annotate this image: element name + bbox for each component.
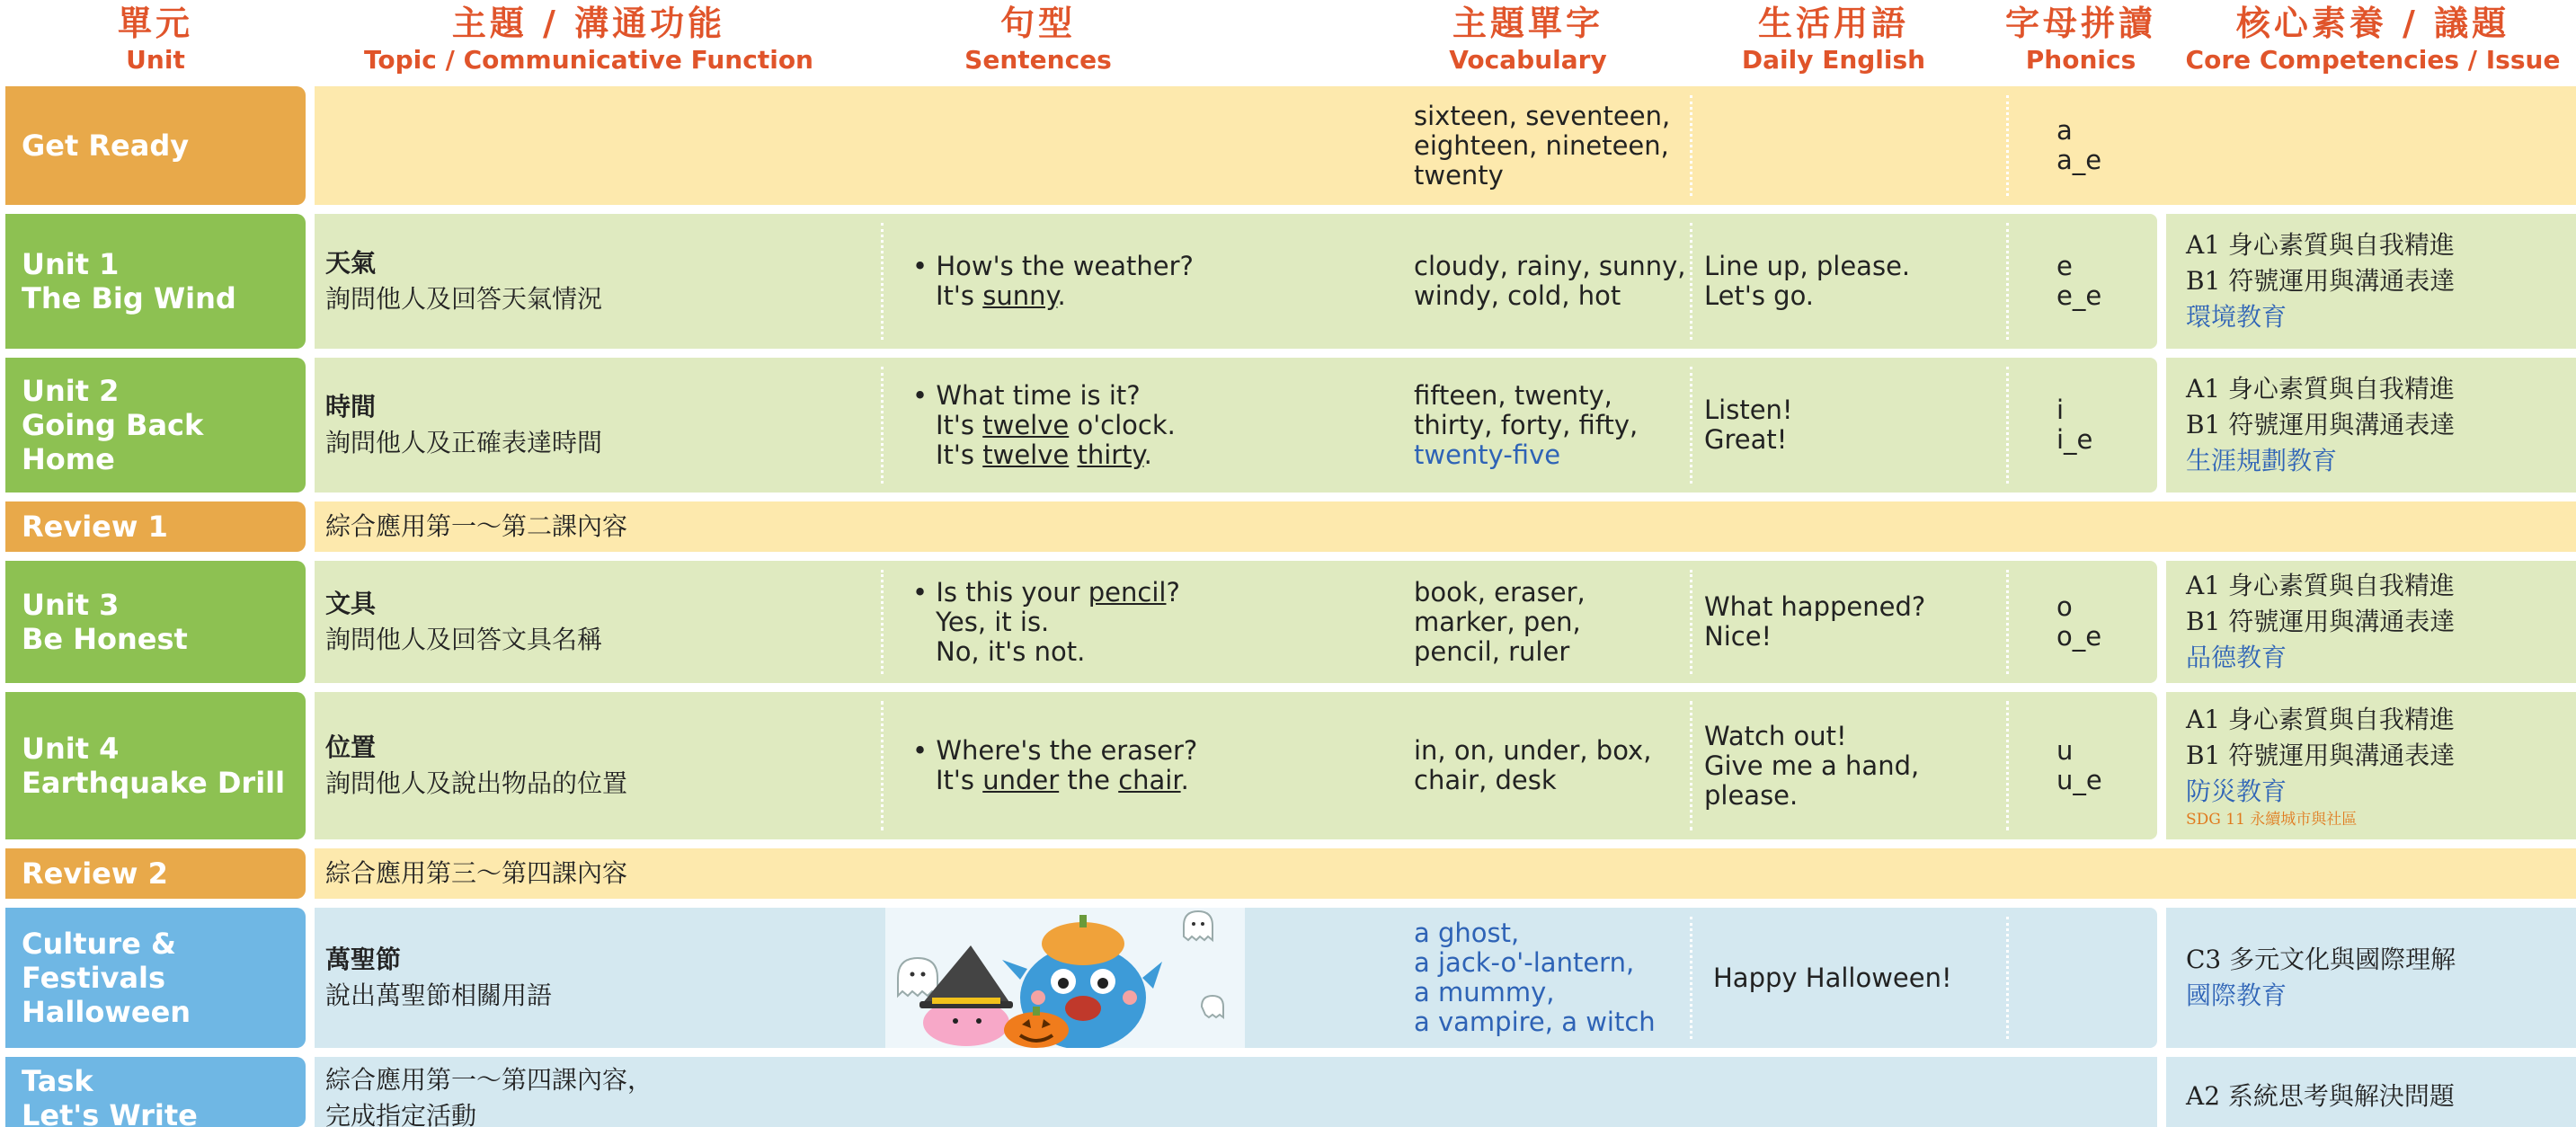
header-unit: [5, 0, 306, 83]
phonics-cell: [2056, 358, 2155, 493]
text: .: [1143, 439, 1152, 470]
halloween-characters-image: [885, 908, 1245, 1048]
topic-function: 詢問他人及說出物品的位置: [325, 768, 628, 798]
unit-title: Review 2: [22, 856, 168, 891]
review-text: [325, 501, 1404, 552]
header-phonics-zh: 字母拼讀: [2004, 3, 2156, 43]
vocab-line: twenty-five: [1414, 439, 1561, 470]
unit-cell-review-1: [5, 501, 306, 552]
sentence-answer: [912, 440, 1398, 470]
sentence-cell: [912, 561, 1398, 683]
phonics-cell: [2056, 214, 2155, 349]
topic-cell: [325, 692, 865, 839]
daily-line: Listen!: [1704, 395, 1793, 425]
phonics-line: u_e: [2056, 765, 2102, 795]
divider: [2006, 917, 2009, 1039]
unit-cell-task: [5, 1057, 306, 1127]
vocab-line: a jack-o'-lantern,: [1414, 947, 1635, 978]
core-line: B1 符號運用與溝通表達: [2186, 410, 2456, 439]
sentence-cell: [912, 692, 1398, 839]
unit-cell-unit-4: [5, 692, 306, 839]
row-review-1: [0, 501, 2576, 552]
text: • Is this your: [912, 576, 1088, 608]
unit-title: Review 1: [22, 510, 168, 544]
vocab-cell: [1414, 908, 1692, 1048]
divider: [2006, 701, 2009, 830]
underlined-word: under: [982, 765, 1060, 795]
divider: [2006, 95, 2009, 196]
unit-number: Unit 1: [22, 247, 120, 281]
topic-function: 詢問他人及回答文具名稱: [325, 625, 603, 654]
sentence-question: • How's the weather?: [912, 251, 1194, 281]
phonics-line: a_e: [2056, 145, 2102, 175]
underlined-word: twelve: [982, 409, 1070, 440]
text: It's: [936, 409, 983, 440]
header-sentences-en: Sentences: [964, 45, 1112, 75]
phonics-cell: [2056, 561, 2155, 683]
text: o'clock.: [1069, 409, 1176, 440]
divider: [1690, 917, 1692, 1039]
topic-title: 文具: [325, 589, 377, 618]
unit-title: Earthquake Drill: [22, 766, 286, 800]
underlined-word: chair: [1118, 765, 1181, 795]
underlined-word: sunny: [982, 280, 1058, 311]
core-line: A1 身心素質與自我精進: [2186, 374, 2455, 404]
text: It's: [936, 765, 983, 795]
unit-cell-culture: [5, 908, 306, 1048]
daily-cell: [1704, 692, 2010, 839]
header-vocabulary: [1402, 0, 1654, 83]
divider: [881, 223, 884, 340]
daily-cell: [1704, 358, 2001, 493]
unit-cell-unit-3: [5, 561, 306, 683]
phonics-line: u: [2056, 735, 2074, 766]
vocab-cell: [1414, 692, 1692, 839]
text: ?: [1166, 576, 1180, 608]
vocab-line: eighteen, nineteen,: [1414, 129, 1669, 161]
vocab-line: a vampire, a witch: [1414, 1007, 1656, 1037]
row-task: [0, 1057, 2576, 1127]
sentence-question: [912, 578, 1398, 608]
header-topic-zh: 主題 / 溝通功能: [451, 3, 726, 43]
core-line: B1 符號運用與溝通表達: [2186, 266, 2456, 296]
text: .: [1180, 765, 1189, 795]
vocab-cell: [1414, 561, 1692, 683]
core-cell: [2186, 358, 2572, 493]
text: the: [1059, 765, 1119, 795]
topic-function: 說出萬聖節相關用語: [325, 981, 553, 1010]
unit-title: Halloween: [22, 995, 191, 1029]
header-vocabulary-en: Vocabulary: [1449, 45, 1607, 75]
header-sentences-zh: 句型: [999, 3, 1076, 43]
sentence-question: • What time is it?: [912, 379, 1141, 411]
review-line: 綜合應用第一～第二課內容: [325, 511, 628, 541]
header-core-en: Core Competencies / Issue: [2185, 45, 2561, 75]
vocab-line: fifteen, twenty,: [1414, 379, 1612, 411]
topic-title: 天氣: [325, 248, 377, 278]
divider: [881, 367, 884, 484]
core-cell: [2186, 908, 2572, 1048]
divider: [1690, 570, 1692, 674]
vocab-line: pencil, ruler: [1414, 635, 1570, 667]
topic-cell: [325, 1057, 1044, 1127]
sentence-question: • Where's the eraser?: [912, 735, 1198, 766]
vocab-line: a ghost,: [1414, 918, 1520, 948]
unit-number: Unit 3: [22, 588, 120, 622]
header-daily: [1690, 0, 1977, 83]
sentence-cell: [912, 358, 1398, 493]
daily-line: Line up, please.: [1704, 251, 1911, 281]
text: It's: [936, 439, 983, 470]
row-unit-1: [0, 214, 2576, 349]
phonics-line: e: [2056, 251, 2073, 281]
core-line: A2 系統思考與解決問題: [2186, 1081, 2455, 1111]
core-line: B1 符號運用與溝通表達: [2186, 741, 2456, 770]
review-line: 綜合應用第三～第四課內容: [325, 858, 628, 888]
topic-title: 位置: [325, 732, 377, 762]
core-line: B1 符號運用與溝通表達: [2186, 607, 2456, 636]
header-unit-en: Unit: [126, 45, 185, 75]
sentence-answer: [912, 411, 1398, 440]
core-cell: [2186, 1057, 2572, 1127]
core-line: A1 身心素質與自我精進: [2186, 705, 2455, 734]
unit-cell-get-ready: [5, 86, 306, 205]
text: .: [1057, 280, 1066, 311]
daily-line: Great!: [1704, 424, 1788, 455]
underlined-word: thirty: [1077, 439, 1144, 470]
phonics-cell: [2056, 692, 2155, 839]
topic-line: 完成指定活動: [325, 1101, 477, 1127]
unit-title: Going Back Home: [22, 408, 204, 476]
daily-cell: [1704, 561, 2001, 683]
sdg-line: SDG 11 永續城市與社區: [2186, 811, 2358, 829]
header-unit-zh: 單元: [117, 3, 193, 43]
divider: [1690, 223, 1692, 340]
topic-cell: [325, 561, 865, 683]
phonics-line: e_e: [2056, 280, 2102, 311]
row-get-ready: [0, 86, 2576, 205]
core-cell: [2186, 561, 2572, 683]
phonics-line: i_e: [2056, 424, 2093, 455]
unit-number: Culture & Festivals: [22, 927, 176, 995]
issue-line: 環境教育: [2186, 302, 2287, 332]
divider: [1690, 95, 1692, 196]
daily-line: What happened?: [1704, 591, 1926, 622]
phonics-line: o: [2056, 591, 2073, 622]
header-topic: [315, 0, 863, 83]
core-cell: [2186, 214, 2572, 349]
daily-line: Happy Halloween!: [1713, 962, 1952, 993]
row-unit-2: [0, 358, 2576, 493]
header-core: [2175, 0, 2571, 83]
daily-line: Let's go.: [1704, 280, 1815, 311]
unit-cell-unit-1: [5, 214, 306, 349]
core-line: A1 身心素質與自我精進: [2186, 571, 2455, 600]
topic-title: 時間: [325, 392, 377, 422]
divider: [2006, 570, 2009, 674]
topic-cell: [325, 358, 865, 493]
divider: [2006, 367, 2009, 484]
header-daily-zh: 生活用語: [1757, 3, 1909, 43]
topic-cell: [325, 908, 865, 1048]
daily-line: Give me a hand, please.: [1704, 750, 1920, 811]
vocab-line: cloudy, rainy, sunny,: [1414, 251, 1686, 281]
topic-line: 綜合應用第一～第四課內容，: [325, 1065, 653, 1095]
core-cell: [2186, 692, 2572, 839]
vocab-line: chair, desk: [1414, 765, 1557, 795]
divider: [2006, 223, 2009, 340]
vocab-line: windy, cold, hot: [1414, 280, 1621, 311]
vocab-line: marker, pen,: [1414, 606, 1581, 637]
review-text: [325, 848, 1404, 899]
underlined-word: pencil: [1088, 576, 1167, 608]
issue-line: 國際教育: [2186, 981, 2287, 1010]
vocab-line: twenty: [1414, 159, 1504, 191]
unit-cell-unit-2: [5, 358, 306, 493]
issue-line: 生涯規劃教育: [2186, 446, 2338, 475]
halloween-illustration: [885, 908, 1245, 1048]
vocab-cell: [1414, 358, 1692, 493]
vocab-cell: [1414, 214, 1692, 349]
unit-title: Get Ready: [22, 129, 190, 163]
sentence-cell: [912, 214, 1398, 349]
header-topic-en: Topic / Communicative Function: [364, 45, 813, 75]
sentence-answer: [912, 766, 1398, 795]
daily-cell: [1713, 908, 2001, 1048]
vocab-line: a mummy,: [1414, 977, 1555, 1007]
unit-number: Unit 2: [22, 374, 120, 408]
header-core-zh: 核心素養 / 議題: [2235, 3, 2510, 43]
sentence-answer: [912, 281, 1398, 311]
row-unit-4: [0, 692, 2576, 839]
unit-number: Task: [22, 1064, 93, 1098]
header-sentences: [881, 0, 1195, 83]
unit-cell-review-2: [5, 848, 306, 899]
unit-title: The Big Wind: [22, 281, 236, 315]
vocab-cell: [1414, 86, 1692, 205]
sentence-answer: No, it's not.: [936, 635, 1086, 667]
issue-line: 品德教育: [2186, 643, 2287, 672]
sentence-answer: Yes, it is.: [936, 606, 1050, 637]
topic-title: 萬聖節: [325, 945, 402, 974]
header-daily-en: Daily English: [1741, 45, 1926, 75]
row-culture: [0, 908, 2576, 1048]
vocab-line: in, on, under, box,: [1414, 735, 1652, 766]
row-review-2: [0, 848, 2576, 899]
vocab-line: thirty, forty, fifty,: [1414, 409, 1639, 440]
divider: [881, 701, 884, 830]
vocab-line: sixteen, seventeen,: [1414, 100, 1671, 131]
divider: [881, 570, 884, 674]
daily-line: Nice!: [1704, 621, 1772, 652]
phonics-line: i: [2056, 395, 2065, 425]
topic-function: 詢問他人及正確表達時間: [325, 428, 603, 457]
text: It's: [936, 280, 983, 311]
daily-line: Watch out!: [1704, 720, 1847, 751]
phonics-cell: [2056, 86, 2164, 205]
header-vocabulary-zh: 主題單字: [1452, 3, 1603, 43]
divider: [1690, 701, 1692, 830]
topic-cell: [325, 214, 865, 349]
phonics-line: a: [2056, 115, 2073, 146]
phonics-line: o_e: [2056, 621, 2102, 652]
underlined-word: twelve: [982, 439, 1070, 470]
row-unit-3: [0, 561, 2576, 683]
core-line: A1 身心素質與自我精進: [2186, 230, 2455, 260]
topic-function: 詢問他人及回答天氣情況: [325, 284, 603, 314]
divider: [1690, 367, 1692, 484]
unit-number: Unit 4: [22, 732, 120, 766]
unit-title: Let's Write: [22, 1098, 198, 1127]
header-phonics: [1977, 0, 2184, 83]
unit-title: Be Honest: [22, 622, 188, 656]
vocab-line: book, eraser,: [1414, 576, 1586, 608]
daily-cell: [1704, 214, 2001, 349]
issue-line: 防災教育: [2186, 776, 2287, 806]
core-line: C3 多元文化與國際理解: [2186, 945, 2456, 974]
header-phonics-en: Phonics: [2025, 45, 2136, 75]
